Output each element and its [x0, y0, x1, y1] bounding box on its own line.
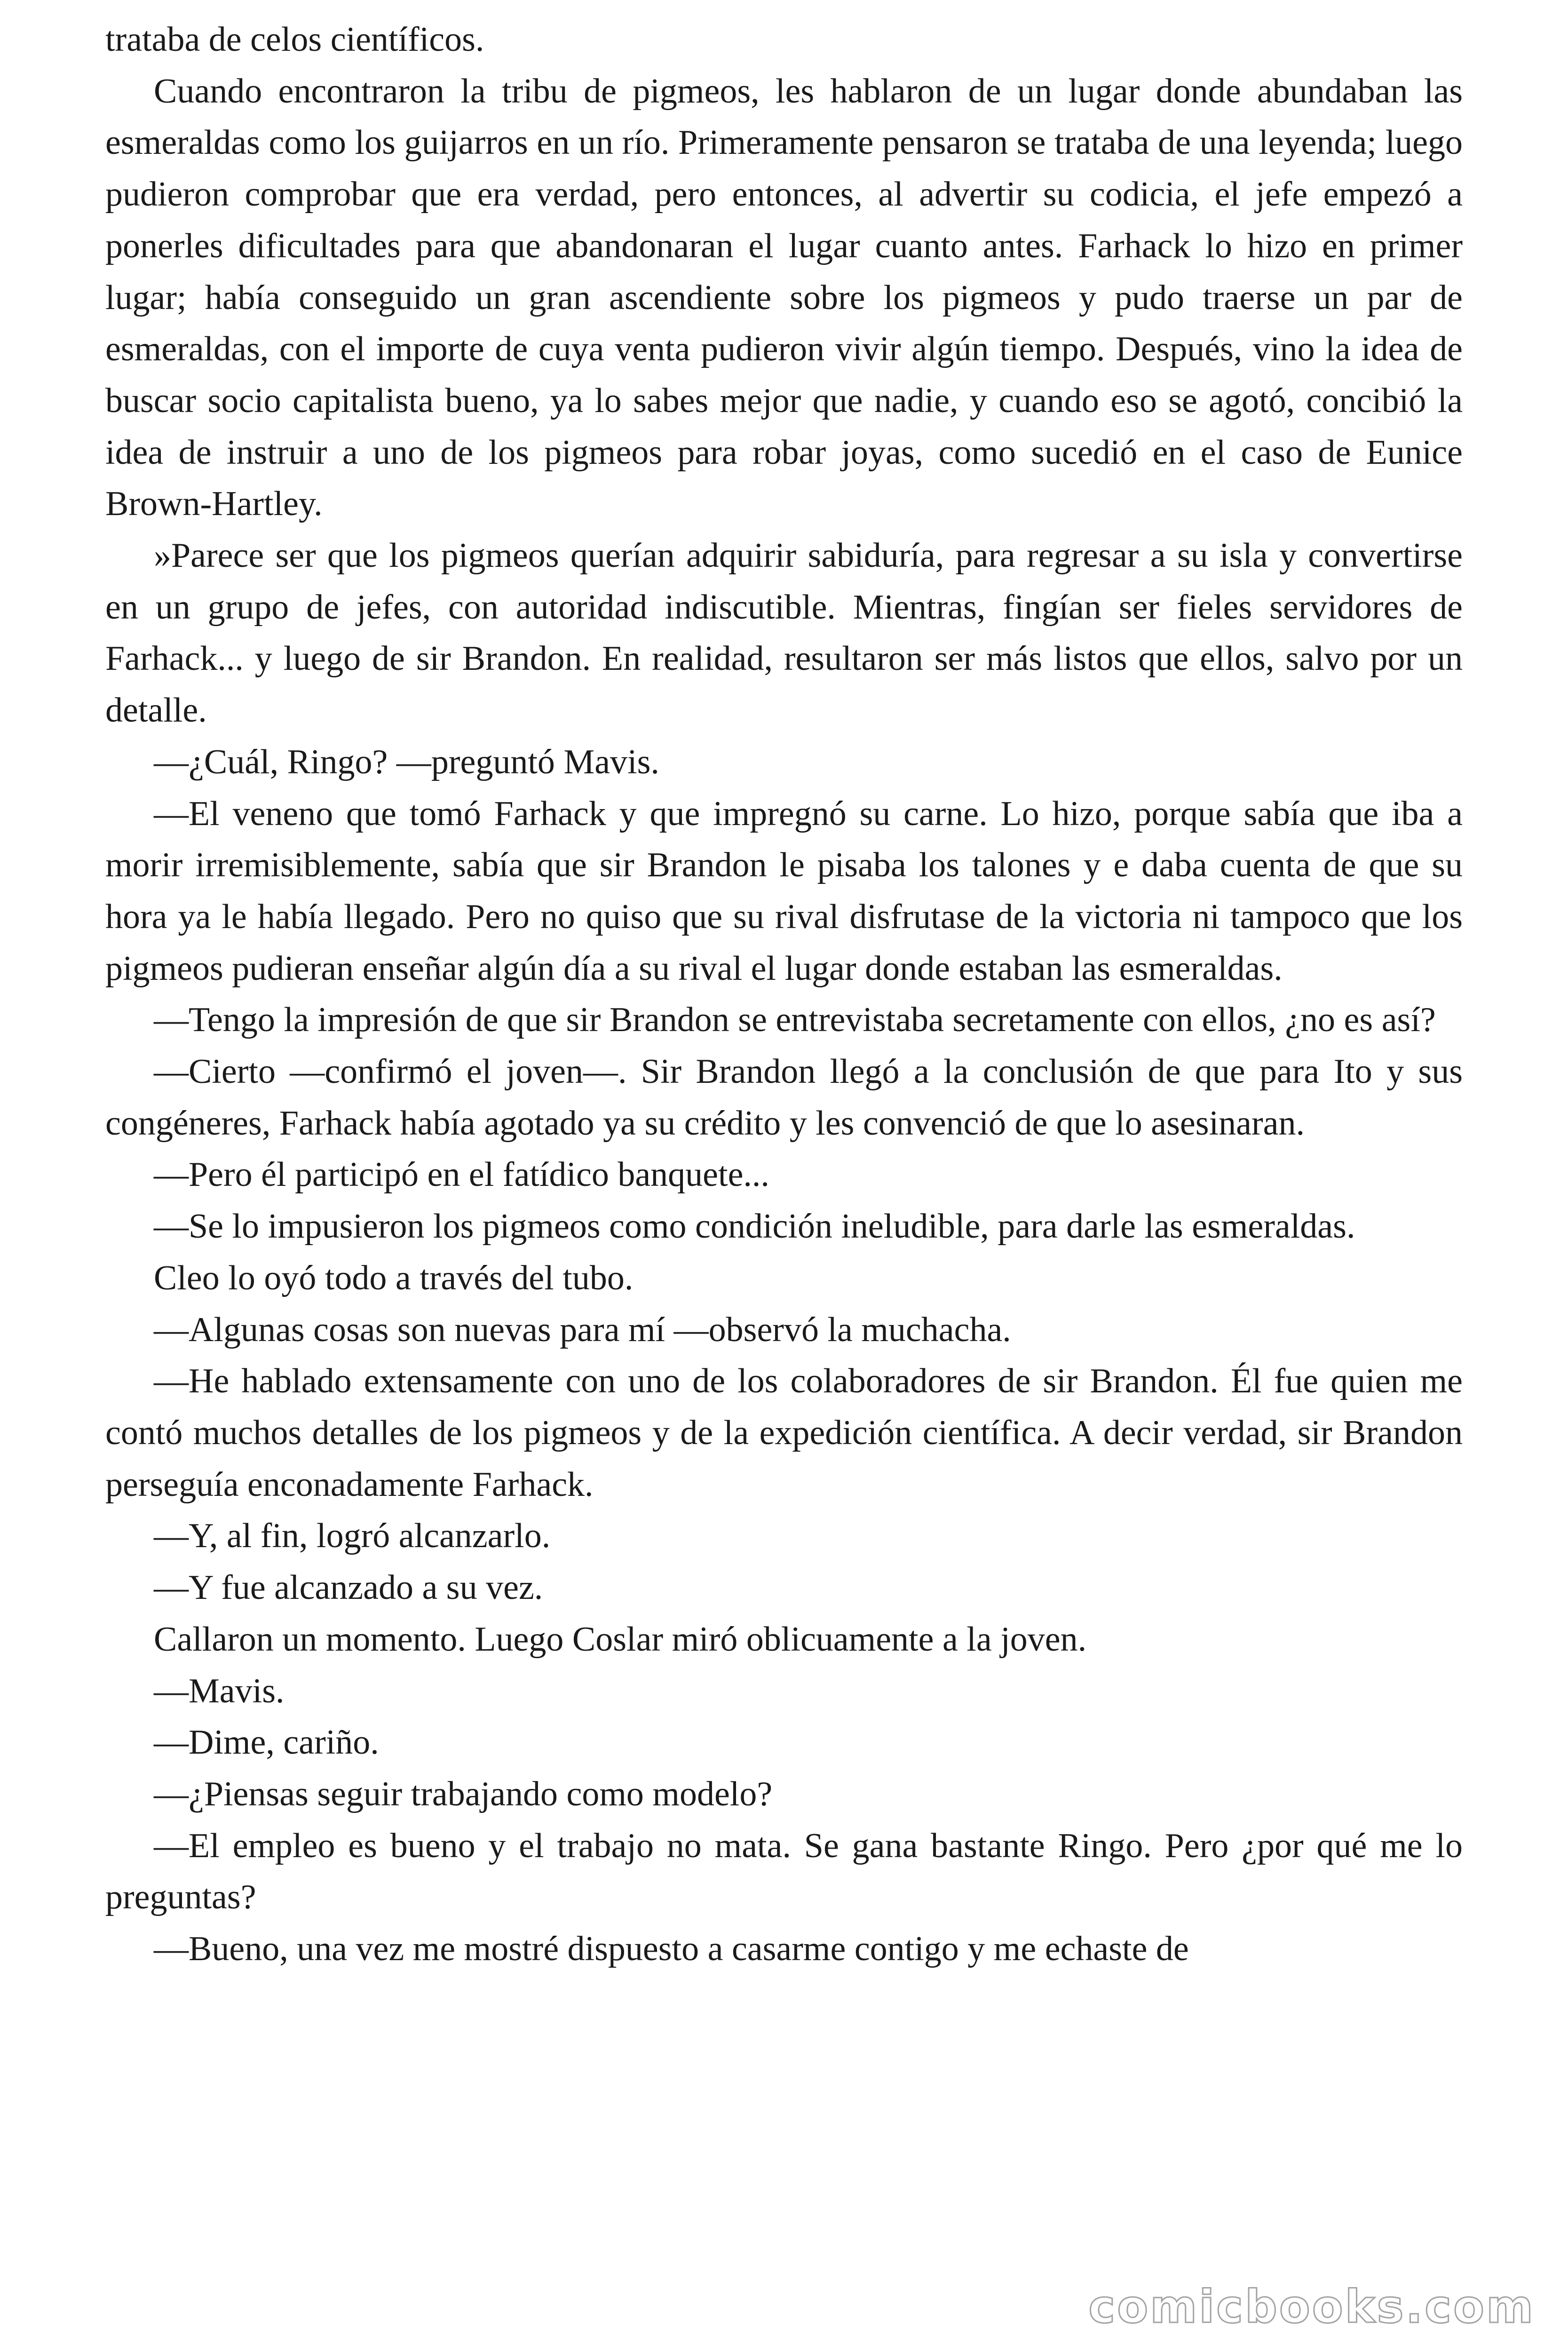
body-text — [105, 14, 1463, 1975]
paragraph: —Y fue alcanzado a su vez. — [154, 1568, 543, 1607]
paragraph: »Parece ser que los pigmeos querían adquirir sabiduría, para regresar a su isla y convertirse en un grupo de jefes, con autoridad indiscutible. Mientras, fingían ser fieles servidores de Farhack... y luego de sir Brandon. En realidad, resultaron ser más listos que ellos, salvo por un detalle. — [105, 536, 1463, 730]
paragraph: trataba de celos científicos. — [105, 20, 484, 59]
watermark-logo: comicbooks.com — [1088, 2280, 1535, 2333]
paragraph: —¿Piensas seguir trabajando como modelo? — [154, 1774, 773, 1813]
paragraph: —Tengo la impresión de que sir Brandon se entrevistaba secretamente con ellos, ¿no es así? — [154, 1001, 1436, 1040]
paragraph: —Cierto —confirmó el joven—. Sir Brandon llegó a la conclusión de que para Ito y sus congéneres, Farhack había agotado ya su crédito y les convenció de que lo asesinaran. — [105, 1052, 1463, 1143]
paragraph: —¿Cuál, Ringo? —preguntó Mavis. — [154, 742, 659, 781]
paragraph: Cleo lo oyó todo a través del tubo. — [154, 1258, 634, 1297]
paragraph: —El empleo es bueno y el trabajo no mata. Se gana bastante Ringo. Pero ¿por qué me lo preguntas? — [105, 1826, 1463, 1917]
paragraph: —Pero él participó en el fatídico banquete... — [154, 1155, 769, 1194]
paragraph: —El veneno que tomó Farhack y que impregnó su carne. Lo hizo, porque sabía que iba a morir irremisiblemente, sabía que sir Brandon le pisaba los talones y e daba cuenta de que su hora ya le había llegado. Pero no quiso que su rival disfrutase de la victoria ni tampoco que los pigmeos pudieran enseñar algún día a su rival el lugar donde estaban las esmeraldas. — [105, 794, 1463, 988]
paragraph: Callaron un momento. Luego Coslar miró oblicuamente a la joven. — [154, 1620, 1087, 1659]
paragraph: —Y, al fin, logró alcanzarlo. — [154, 1517, 551, 1556]
paragraph: —Algunas cosas son nuevas para mí —observó la muchacha. — [154, 1310, 1011, 1349]
paragraph: Cuando encontraron la tribu de pigmeos, les hablaron de un lugar donde abundaban las esmeraldas como los guijarros en un río. Primeramente pensaron se trataba de una leyenda; luego pudieron comprobar que era verdad, pero entonces, al advertir su codicia, el jefe empezó a ponerles dificultades para que abandonaran el lugar cuanto antes. Farhack lo hizo en primer lugar; había conseguido un gran ascendiente sobre los pigmeos y pudo traerse un par de esmeraldas, con el importe de cuya venta pudieron vivir algún tiempo. Después, vino la idea de buscar socio capitalista bueno, ya lo sabes mejor que nadie, y cuando eso se agotó, concibió la idea de instruir a uno de los pigmeos para robar joyas, como sucedió en el caso de Eunice Brown-Hartley. — [105, 72, 1463, 524]
paragraph: —Bueno, una vez me mostré dispuesto a casarme contigo y me echaste de — [154, 1930, 1189, 1969]
paragraph: —Mavis. — [154, 1671, 285, 1710]
paragraph: —Dime, cariño. — [154, 1723, 379, 1762]
paragraph: —Se lo impusieron los pigmeos como condición ineludible, para darle las esmeraldas. — [154, 1207, 1355, 1246]
paragraph: —He hablado extensamente con uno de los colaboradores de sir Brandon. Él fue quien me contó muchos detalles de los pigmeos y de la expedición científica. A decir verdad, sir Brandon perseguía enconadamente Farhack. — [105, 1362, 1463, 1504]
